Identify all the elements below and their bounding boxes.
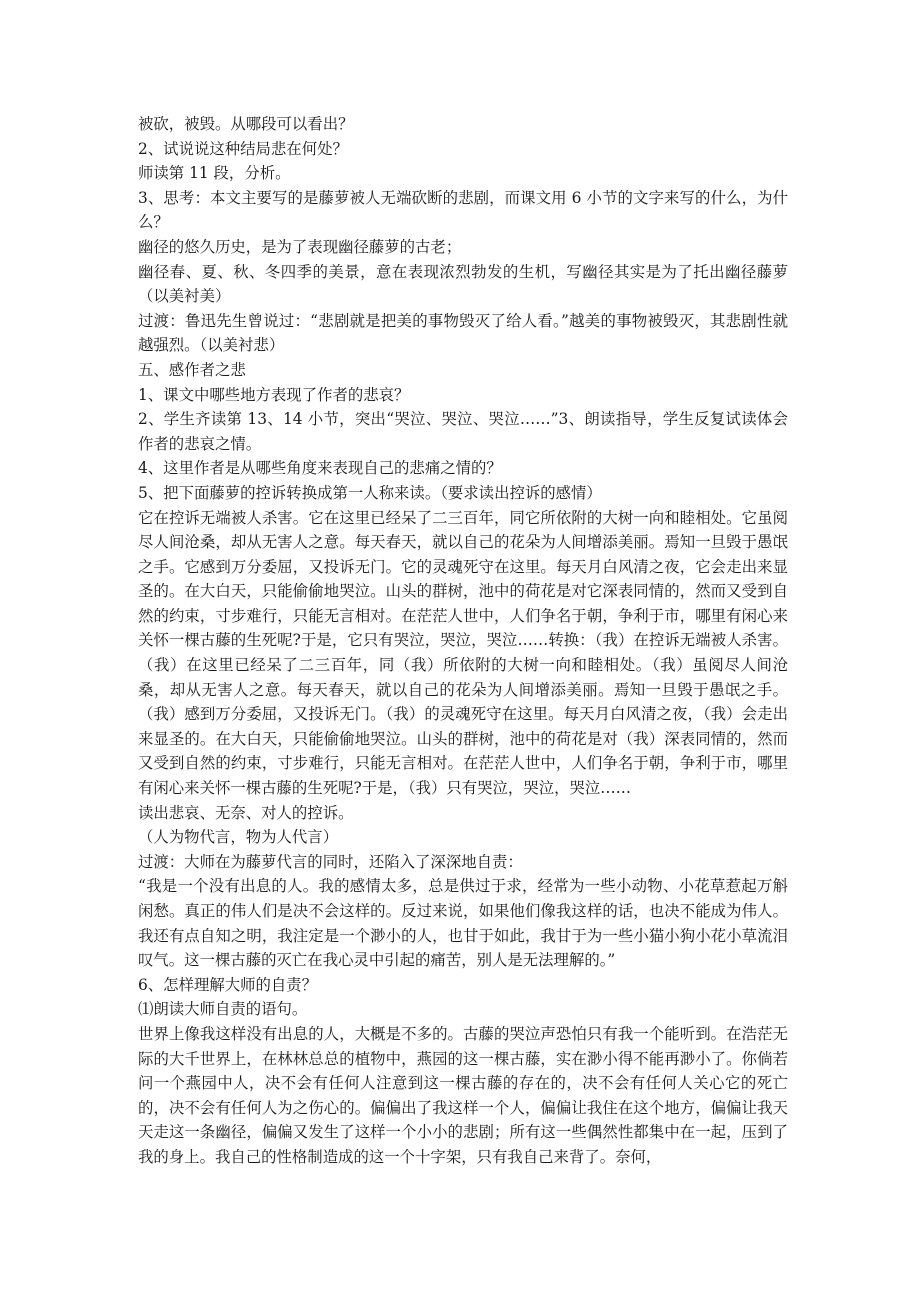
paragraph: 师读第 11 段，分析。 bbox=[138, 164, 291, 183]
paragraph: 被砍，被毁。从哪段可以看出？ bbox=[138, 115, 354, 133]
paragraph: 过渡：鲁迅先生曾说过：“悲剧就是把美的事物毁灭了给人看。”越美的事物被毁灭，其悲剧性就越强烈。（以美衬悲） bbox=[138, 311, 788, 355]
paragraph: ⑴朗读大师自责的语句。 bbox=[138, 1000, 308, 1019]
paragraph: 幽径的悠久历史，是为了表现幽径藤萝的古老； bbox=[138, 237, 462, 256]
paragraph: 6、怎样理解大师的自责？ bbox=[138, 975, 318, 994]
paragraph: （人为物代言，物为人代言） bbox=[138, 828, 339, 847]
quote-paragraph: “我是一个没有出息的人。我的感情太多，总是供过于求，经常为一些小动物、小花草惹起万斛闲愁。真正的伟人们是决不会这样的。反过来说，如果他们像我这样的话，也决不能成为伟人。我还有点自知之明，我注定是一个渺小的人，也甘于如此，我甘于为一些小猫小狗小花小草流泪叹气。这一棵古藤的灭亡在我心灵中引起的痛苦，别人是无法理解的。” bbox=[138, 877, 788, 970]
paragraph: 1、课文中哪些地方表现了作者的悲哀？ bbox=[138, 385, 410, 404]
paragraph: 它在控诉无端被人杀害。它在这里已经呆了二三百年，同它所依附的大树一向和睦相处。它虽阅尽人间沧桑，却从无害人之意。每天春天，就以自己的花朵为人间增添美丽。焉知一旦毁于愚氓之手。它感到万分委屈，又投诉无门。它的灵魂死守在这里。每天月白风清之夜，它会走出来显圣的。在大白天，只能偷偷地哭泣。山头的群树，池中的荷花是对它深表同情的，然而又受到自然的约束，寸步难行，只能无言相对。在茫茫人世中，人们争名于朝，争利于市，哪里有闲心来关怀一棵古藤的生死呢?于是，它只有哭泣，哭泣，哭泣……转换：（我）在控诉无端被人杀害。（我）在这里已经呆了二三百年，同（我）所依附的大树一向和睦相处。（我）虽阅尽人间沧桑，却从无害人之意。每天春天，就以自己的花朵为人间增添美丽。焉知一旦毁于愚氓之手。（我）感到万分委屈，又投诉无门。（我）的灵魂死守在这里。每天月白风清之夜，（我）会走出来显圣的。在大白天，只能偷偷地哭泣。山头的群树，池中的荷花是对（我）深表同情的，然而又受到自然的约束，寸步难行，只能无言相对。在茫茫人世中，人们争名于朝，争利于市，哪里有闲心来关怀一棵古藤的生死呢?于是，（我）只有哭泣，哭泣，哭泣…… bbox=[138, 508, 788, 798]
section-heading: 五、感作者之悲 bbox=[138, 360, 246, 379]
paragraph: 3、思考：本文主要写的是藤萝被人无端砍断的悲剧，而课文用 6 小节的文字来写的什么，为什么？ bbox=[138, 188, 788, 232]
paragraph: 4、这里作者是从哪些角度来表现自己的悲痛之情的？ bbox=[138, 459, 502, 478]
paragraph: 5、把下面藤萝的控诉转换成第一人称来读。（要求读出控诉的感情） bbox=[138, 483, 602, 502]
paragraph: 2、试说说这种结局悲在何处？ bbox=[138, 139, 348, 158]
paragraph: 幽径春、夏、秋、冬四季的美景，意在表现浓烈勃发的生机，写幽径其实是为了托出幽径藤萝（以美衬美） bbox=[138, 262, 788, 306]
paragraph: 过渡：大师在为藤萝代言的同时，还陷入了深深地自责： bbox=[138, 852, 523, 871]
paragraph: 2、学生齐读第 13、14 小节，突出“哭泣、哭泣、哭泣……”3、朗读指导，学生反复试读体会作者的悲哀之情。 bbox=[138, 410, 788, 453]
paragraph: 读出悲哀、无奈、对人的控诉。 bbox=[138, 803, 354, 822]
document-body bbox=[138, 112, 788, 1170]
paragraph: 世界上像我这样没有出息的人，大概是不多的。古藤的哭泣声恐怕只有我一个能听到。在浩茫无际的大千世界上，在林林总总的植物中，燕园的这一棵古藤，实在渺小得不能再渺小了。你倘若问一个燕园中人，决不会有任何人注意到这一棵古藤的存在的，决不会有任何人关心它的死亡的，决不会有任何人为之伤心的。偏偏出了我这样一个人，偏偏让我住在这个地方，偏偏让我天天走这一条幽径，偏偏又发生了这样一个小小的悲剧；所有这一些偶然性都集中在一起，压到了我的身上。我自己的性格制造成的这一个十字架，只有我自己来背了。奈何， bbox=[138, 1024, 788, 1166]
